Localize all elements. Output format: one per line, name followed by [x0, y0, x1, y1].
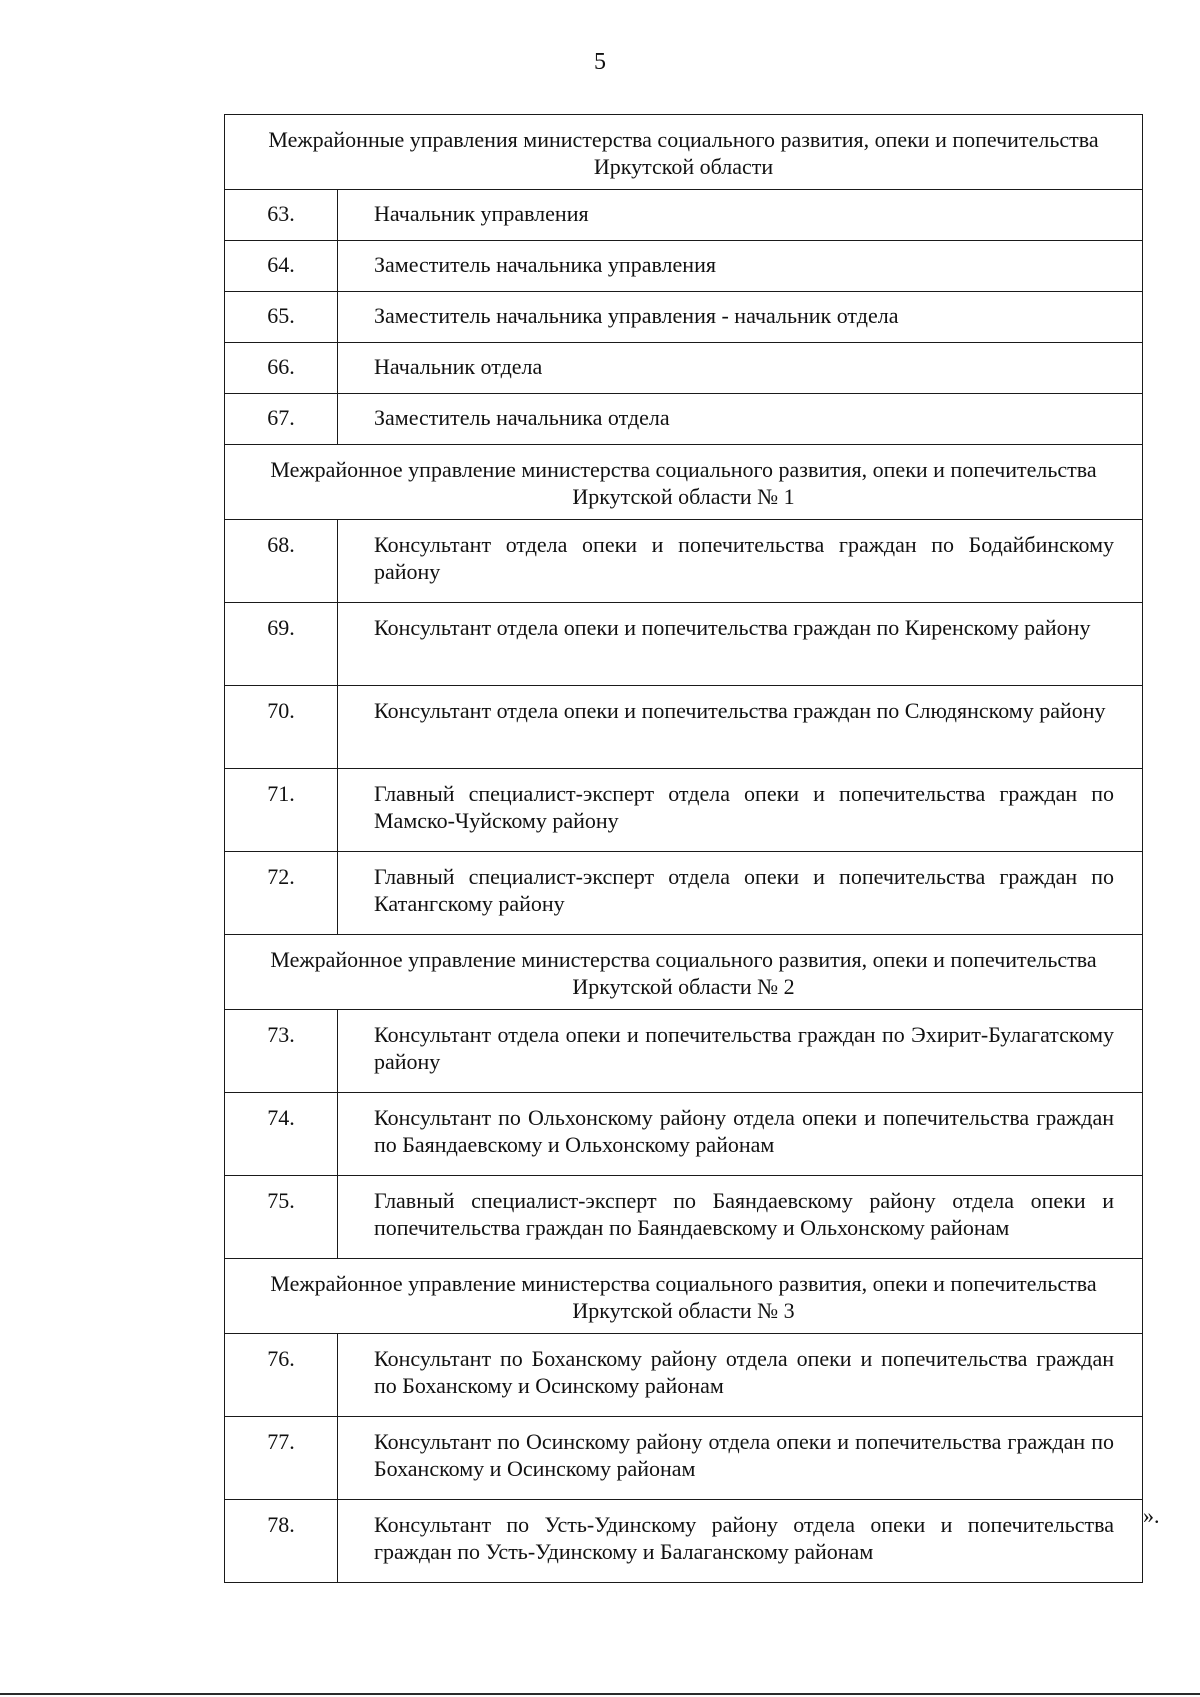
bottom-divider: [0, 1693, 1200, 1695]
row-number: 65.: [225, 292, 338, 343]
row-number: 64.: [225, 241, 338, 292]
table-row: [225, 520, 1143, 603]
table-row: [225, 1334, 1143, 1417]
row-position: Заместитель начальника управления - начальник отдела: [338, 292, 1143, 343]
table-row: [225, 292, 1143, 343]
table-row: [225, 686, 1143, 769]
row-number: 75.: [225, 1176, 338, 1259]
row-position: Консультант по Ольхонскому району отдела опеки и попечительства граждан по Баяндаевскому и Ольхонскому районам: [338, 1093, 1143, 1176]
table-row: [225, 190, 1143, 241]
table-row: [225, 603, 1143, 686]
row-position: Консультант отдела опеки и попечительства граждан по Бодайбинскому району: [338, 520, 1143, 603]
row-number: 68.: [225, 520, 338, 603]
section-title: Межрайонные управления министерства социального развития, опеки и попечительства Иркутской области: [225, 115, 1143, 190]
section-header-row: [225, 1259, 1143, 1334]
row-position: Начальник отдела: [338, 343, 1143, 394]
table-row: [225, 241, 1143, 292]
row-position: Главный специалист-эксперт отдела опеки и попечительства граждан по Катангскому району: [338, 852, 1143, 935]
row-number: 73.: [225, 1010, 338, 1093]
row-number: 78.: [225, 1500, 338, 1583]
row-position: Заместитель начальника отдела: [338, 394, 1143, 445]
row-position: Главный специалист-эксперт по Баяндаевскому району отдела опеки и попечительства граждан по Баяндаевскому и Ольхонскому районам: [338, 1176, 1143, 1259]
row-position: Начальник управления: [338, 190, 1143, 241]
table-row: [225, 1500, 1143, 1583]
table-row: [225, 343, 1143, 394]
row-number: 63.: [225, 190, 338, 241]
table-row: [225, 769, 1143, 852]
row-number: 77.: [225, 1417, 338, 1500]
row-position: Консультант отдела опеки и попечительства граждан по Киренскому району: [338, 603, 1143, 686]
section-title: Межрайонное управление министерства социального развития, опеки и попечительства Иркутской области № 2: [225, 935, 1143, 1010]
row-position: Консультант по Осинскому району отдела опеки и попечительства граждан по Боханскому и Осинскому районам: [338, 1417, 1143, 1500]
row-position: Консультант по Усть-Удинскому району отдела опеки и попечительства граждан по Усть-Удинскому и Балаганскому районам: [338, 1500, 1143, 1583]
row-number: 74.: [225, 1093, 338, 1176]
row-number: 67.: [225, 394, 338, 445]
row-number: 69.: [225, 603, 338, 686]
section-header-row: [225, 115, 1143, 190]
row-position: Заместитель начальника управления: [338, 241, 1143, 292]
row-number: 70.: [225, 686, 338, 769]
table-row: [225, 1010, 1143, 1093]
table-row: [225, 1417, 1143, 1500]
table-row: [225, 394, 1143, 445]
page-number: 5: [594, 49, 606, 75]
row-number: 76.: [225, 1334, 338, 1417]
row-position: Консультант отдела опеки и попечительства граждан по Эхирит-Булагатскому району: [338, 1010, 1143, 1093]
section-header-row: [225, 935, 1143, 1010]
row-position: Консультант по Боханскому району отдела опеки и попечительства граждан по Боханскому и Осинскому районам: [338, 1334, 1143, 1417]
closing-quote-mark: ».: [1143, 1503, 1160, 1528]
section-title: Межрайонное управление министерства социального развития, опеки и попечительства Иркутской области № 3: [225, 1259, 1143, 1334]
section-header-row: [225, 445, 1143, 520]
table-row: [225, 852, 1143, 935]
positions-table: [224, 114, 1143, 1583]
section-title: Межрайонное управление министерства социального развития, опеки и попечительства Иркутской области № 1: [225, 445, 1143, 520]
table-row: [225, 1176, 1143, 1259]
row-number: 71.: [225, 769, 338, 852]
table-row: [225, 1093, 1143, 1176]
row-position: Главный специалист-эксперт отдела опеки и попечительства граждан по Мамско-Чуйскому району: [338, 769, 1143, 852]
row-number: 66.: [225, 343, 338, 394]
row-position: Консультант отдела опеки и попечительства граждан по Слюдянскому району: [338, 686, 1143, 769]
row-number: 72.: [225, 852, 338, 935]
